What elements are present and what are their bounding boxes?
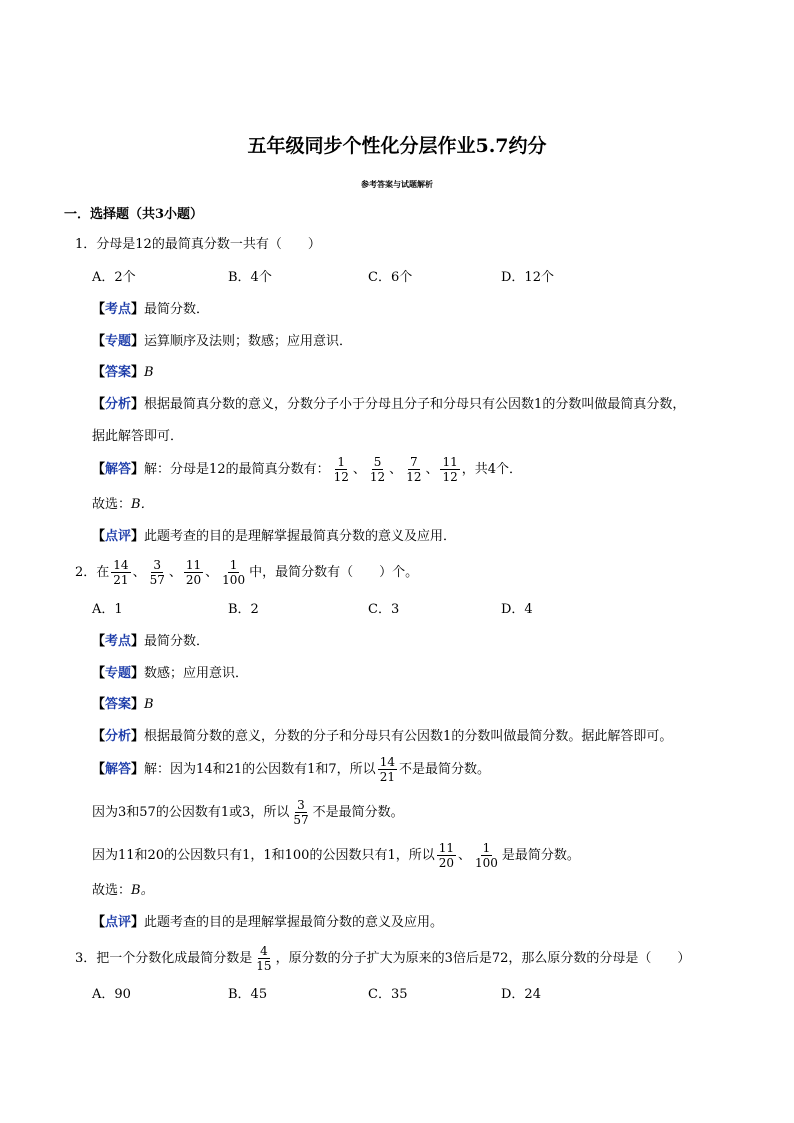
q1-jieda <box>92 452 522 486</box>
q1-guxuan <box>92 498 154 511</box>
q1-dianping <box>92 530 456 543</box>
separator: 、 <box>352 461 366 477</box>
fraction: $\frac{11}{20}$ <box>438 840 454 870</box>
q3-stem-pre: 3．把一个分数化成最简分数是 <box>75 950 253 966</box>
jieda-label: 【解答】 <box>92 761 145 777</box>
q2-line2-post: 不是最简分数。 <box>312 804 404 820</box>
q1-answer-text: B <box>144 365 154 380</box>
q2-stem-pre: 2．在 <box>75 564 110 580</box>
q2-jieda-line3 <box>92 838 580 872</box>
q3-option-a: A．90 <box>92 987 131 1002</box>
q3-option-b: B．45 <box>228 987 268 1002</box>
fraction: $\frac{11}{20}$ <box>185 557 202 587</box>
guxuan-text: 故选： <box>92 883 132 898</box>
q1-jieda-pre: 解：分母是12的最简真分数有： <box>144 461 330 477</box>
fraction: $\frac{14}{21}$ <box>379 754 395 784</box>
q1-jieda-post: ，共4个． <box>461 461 523 477</box>
q1-option-d: D．12个 <box>501 270 554 285</box>
q2-answer-text: B <box>144 697 154 712</box>
guxuan-answer: B。 <box>131 883 154 898</box>
q3-option-c: C．35 <box>368 987 408 1002</box>
q2-jieda-post: 不是最简分数。 <box>398 761 490 777</box>
q1-dianping-text: 此题考查的目的是理解掌握最简真分数的意义及应用． <box>144 529 457 544</box>
fraction: $\frac{5}{12}$ <box>369 454 386 484</box>
q2-dianping <box>92 916 443 929</box>
fraction: $\frac{3}{57}$ <box>149 557 165 587</box>
q2-zhuanti-text: 数感；应用意识． <box>144 666 249 681</box>
q1-answer <box>92 366 154 379</box>
q2-guxuan <box>92 884 154 897</box>
q2-option-c: C．3 <box>368 602 400 617</box>
q1-zhuanti <box>92 335 352 348</box>
guxuan-text: 故选： <box>92 497 132 512</box>
q2-stem-post: 中，最简分数有（ ）个。 <box>249 564 419 580</box>
q2-fenxi-text: 根据最简分数的意义，分数的分子和分母只有公因数1的分数叫做最简分数。据此解答即可。 <box>144 729 673 744</box>
fenxi-label: 【分析】 <box>92 729 145 744</box>
dianping-label: 【点评】 <box>92 529 145 544</box>
q1-option-b: B．4个 <box>228 270 272 285</box>
fenxi-label: 【分析】 <box>92 397 145 412</box>
fraction: $\frac{1}{100}$ <box>475 840 498 870</box>
page-subtitle: 参考答案与试题解析 <box>361 179 433 189</box>
q1-fenxi-cont: 据此解答即可． <box>92 429 184 444</box>
q2-kaodian <box>92 635 209 648</box>
q2-option-b: B．2 <box>228 602 259 617</box>
q2-jieda-line2 <box>92 795 404 829</box>
q3-option-d: D．24 <box>501 987 541 1002</box>
separator: 、 <box>389 461 403 477</box>
page-title: 五年级同步个性化分层作业5.7约分 <box>247 135 547 157</box>
separator: 、 <box>458 847 472 863</box>
q2-stem <box>75 555 418 589</box>
kaodian-label: 【考点】 <box>92 634 145 649</box>
q2-line3-pre: 因为11和20的公因数只有1，1和100的公因数只有1，所以 <box>92 847 435 863</box>
q1-fenxi <box>92 398 685 411</box>
fraction: $\frac{4}{15}$ <box>256 943 272 973</box>
fraction: $\frac{3}{57}$ <box>293 797 309 827</box>
q2-answer <box>92 698 154 711</box>
q2-kaodian-text: 最简分数． <box>144 634 210 649</box>
zhuanti-label: 【专题】 <box>92 334 145 349</box>
q2-jieda <box>92 752 490 786</box>
q3-stem-post: ，原分数的分子扩大为原来的3倍后是72，那么原分数的分母是（ ） <box>275 950 691 966</box>
q1-option-a: A．2个 <box>92 270 136 285</box>
dianping-label: 【点评】 <box>92 915 145 930</box>
q2-jieda-pre: 解：因为14和21的公因数有1和7，所以 <box>144 761 376 777</box>
kaodian-label: 【考点】 <box>92 302 145 317</box>
q1-kaodian <box>92 303 209 316</box>
q1-stem: 1．分母是12的最简真分数一共有（ ） <box>75 237 321 252</box>
jieda-label: 【解答】 <box>92 461 145 477</box>
q2-line3-post: 是最简分数。 <box>501 847 580 863</box>
q1-option-c: C．6个 <box>368 270 413 285</box>
separator: 、 <box>205 564 219 580</box>
zhuanti-label: 【专题】 <box>92 666 145 681</box>
q1-fenxi-text: 根据最简真分数的意义，分数分子小于分母且分子和分母只有公因数1的分数叫做最简真分数， <box>144 397 686 412</box>
guxuan-answer: B． <box>131 497 154 512</box>
q1-kaodian-text: 最简分数． <box>144 302 210 317</box>
fraction: $\frac{1}{12}$ <box>333 454 349 484</box>
daan-label: 【答案】 <box>92 697 145 712</box>
q1-zhuanti-text: 运算顺序及法则；数感；应用意识． <box>144 334 353 349</box>
q2-fenxi <box>92 730 672 743</box>
q2-option-a: A．1 <box>92 602 123 617</box>
q2-dianping-text: 此题考查的目的是理解掌握最简分数的意义及应用。 <box>144 915 444 930</box>
separator: 、 <box>425 461 439 477</box>
daan-label: 【答案】 <box>92 365 145 380</box>
fraction: $\frac{14}{21}$ <box>113 557 129 587</box>
q3-stem <box>75 941 690 975</box>
fraction: $\frac{1}{100}$ <box>222 557 246 587</box>
fraction: $\frac{11}{12}$ <box>442 454 458 484</box>
separator: 、 <box>132 564 146 580</box>
q2-zhuanti <box>92 667 248 680</box>
separator: 、 <box>168 564 182 580</box>
q2-option-d: D．4 <box>501 602 533 617</box>
q2-line2-pre: 因为3和57的公因数有1或3，所以 <box>92 804 290 820</box>
section-heading: 一．选择题（共3小题） <box>64 207 204 222</box>
fraction: $\frac{7}{12}$ <box>406 454 422 484</box>
